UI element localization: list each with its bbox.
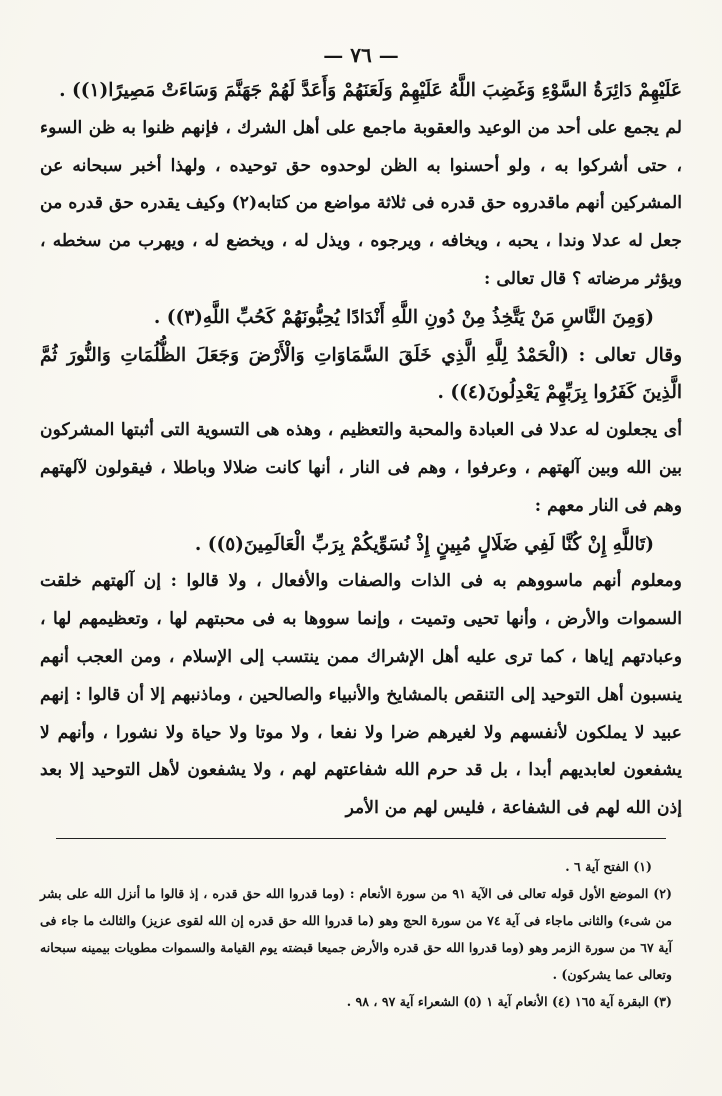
paragraph: ومعلوم أنهم ماسووهم به فى الذات والصفات والأفعال ، ولا قالوا : إن آلهتهم خلقت السموات والأرض ، وأنها تحيى وتميت ، وإنما سووها به فى محبتهم لها ، وتعظيمهم لها ، وعبادتهم إياها ، كما ترى عليه أهل الإشراك ممن ينتسب إلى الإسلام ، ومن العجب أنهم ينسبون أهل التوحيد إلى التنقص بالمشايخ والأنبياء والصالحين ، وماذنبهم إلا أن قالوا : إنهم عبيد لا يملكون لأنفسهم ولا لغيرهم ضرا ولا نفعا ، ولا موتا ولا حياة ولا نشورا ، وأنهم لا يشفعون لعابديهم أبدا ، بل قد حرم الله شفاعتهم لهم ، ولا يشفعون لأهل التوحيد إلا بعد إذن الله لهم فى الشفاعة ، فليس لهم من الأمر xyxy=(40,571,682,819)
footnote: (٣) البقرة آية ١٦٥ (٤) الأنعام آية ١ (٥) الشعراء آية ٩٧ ، ٩٨ . xyxy=(346,993,672,1009)
paragraph: أى يجعلون له عدلا فى العبادة والمحبة والتعظيم ، وهذه هى التسوية التى أثبتها المشركون بين الله وبين آلهتهم ، وعرفوا ، وهم فى النار ، أنها كانت ضلالا وباطلا ، فيقولون لآلهتهم وهم فى النار معهم : xyxy=(40,420,682,516)
quran-verse: وقال تعالى : (الْحَمْدُ لِلَّهِ الَّذِي خَلَقَ السَّمَاوَاتِ وَالْأَرْضَ وَجَعَلَ الظُّلُمَاتِ وَالنُّورَ ثُمَّ الَّذِينَ كَفَرُوا بِرَبِّهِمْ يَعْدِلُونَ(٤)) . xyxy=(40,344,682,404)
main-text xyxy=(40,72,682,828)
footnote: (٢) الموضع الأول قوله تعالى فى الآية ٩١ من سورة الأنعام : (وما قدروا الله حق قدره ، إذ قالوا ما أنزل الله على بشر من شىء) والثانى ماجاء فى آية ٧٤ من سورة الحج وهو (ما قدروا الله حق قدره إن الله لقوى عزيز) والثالث ما جاء فى آية ٦٧ من سورة الزمر وهو (وما قدروا الله حق قدره والأرض جميعا قبضته يوم القيامة والسموات مطويات بيمينه سبحانه وتعالى عما يشركون) . xyxy=(40,885,673,982)
quran-verse: (وَمِنَ النَّاسِ مَنْ يَتَّخِذُ مِنْ دُونِ اللَّهِ أَنْدَادًا يُحِبُّونَهُمْ كَحُبِّ اللَّهِ(٣)) . xyxy=(153,306,654,328)
footnotes xyxy=(40,853,682,1015)
quran-verse: (تَاللَّهِ إِنْ كُنَّا لَفِي ضَلَالٍ مُبِينٍ إِذْ نُسَوِّيكُمْ بِرَبِّ الْعَالَمِينَ(٥)) . xyxy=(194,533,654,555)
page-number: — ٧٦ — xyxy=(323,43,399,67)
footnote-divider xyxy=(56,838,666,839)
quran-verse: عَلَيْهِمْ دَائِرَةُ السَّوْءِ وَغَضِبَ اللَّهُ عَلَيْهِمْ وَلَعَنَهُمْ وَأَعَدَّ لَهُمْ جَهَنَّمَ وَسَاءَتْ مَصِيرًا(١)) . xyxy=(59,80,682,101)
footnote: (١) الفتح آية ٦ . xyxy=(565,858,652,874)
paragraph: لم يجمع على أحد من الوعيد والعقوبة ماجمع على أهل الشرك ، فإنهم ظنوا به ظن السوء ، حتى أشركوا به ، ولو أحسنوا به الظن لوحدوه حق توحيده ، ولهذا أخبر سبحانه عن المشركين أنهم ماقدروه حق قدره فى ثلاثة مواضع من كتابه(٢) وكيف يقدره حق قدره من جعل له عدلا وندا ، يحبه ، ويخافه ، ويرجوه ، ويذل له ، ويخضع له ، ويهرب من سخطه ، ويؤثر مرضاته ؟ قال تعالى : xyxy=(40,117,682,289)
